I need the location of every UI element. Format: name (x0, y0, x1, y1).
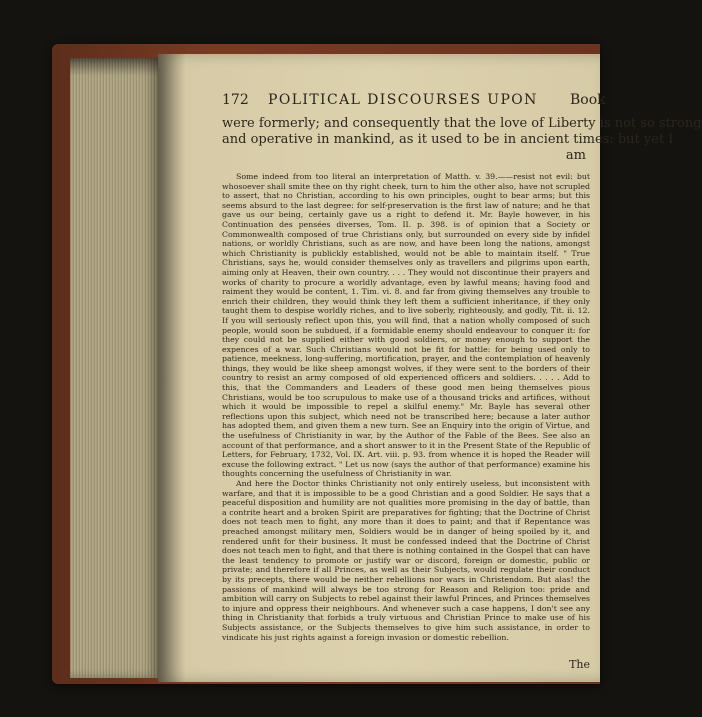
footnote (222, 172, 590, 642)
page-header (222, 92, 606, 114)
main-text-line-3: am (565, 148, 586, 163)
footnote-paragraph-1: Some indeed from too literal an interpretation of Matth. v. 39.——resist not evil: but whosoever shall smite thee on thy right cheek, turn to him the other also, have not scrupled to assert, that no Christian, according to his own principles, ought to bear arms; but this seems absurd to the last degree: for self-preservation is the first law of nature; and he that gave us our being, certainly gave us a right to defend it. Mr. Bayle however, in his Continuation des pensées diverses, Tom. II. p. 398. is of opinion that a Society or Commonwealth composed of true Christians only, but surrounded on every side by infidel nations, or worldly Christians, such as are now, and have been long the nations, amongst which Christianity is publickly established, would not be able to maintain itself. " True Christians, says he, would consider themselves only as travellers and pilgrims upon earth, aiming only at Heaven, their own country. . . . They would not discontinue their prayers and works of charity to procure a worldly advantage, even by lawful means; having food and raiment they would be content, 1. Tim. vi. 8. and far from giving themselves any trouble to enrich their children, they would think they left them a sufficient inheritance, if they only taught them to despise worldly riches, and to live soberly, righteously, and godly, Tit. ii. 12. If you will seriously reflect upon this, you will find, that a nation wholly composed of such people, would soon be subdued, if a formidable enemy should endeavour to conquer it: for they could not be supplied either with good soldiers, or money enough to support the expences of a war. Such Christians would not be fit for battle: for being used only to patience, meekness, long-suffering, mortification, prayer, and the contemplation of heavenly things, they would be like sheep amongst wolves, if they were sent to the borders of their country to resist an army composed of old experienced officers and soldiers. . . . . Add to this, that the Commanders and Leaders of these good men being themselves pious Christians, would be too scrupulous to make use of a thousand tricks and artifices, without which it would be impossible to repel a skilful enemy." Mr. Bayle has several other reflections upon this subject, which need not be transcribed here; because a later author has adopted them, and given them a new turn. See an Enquiry into the origin of Virtue, and the usefulness of Christianity in war, by the Author of the Fable of the Bees. See also an account of that performance, and a short answer to it in the Present State of the Republic of Letters, for February, 1732, Vol. IX. Art. viii. p. 93. from whence it is hoped the Reader will excuse the following extract. " Let us now (says the author of that performance) examine his thoughts concerning the usefulness of Christianity in war. (222, 172, 590, 479)
book-page (158, 54, 702, 682)
main-text-line-1: were formerly; and consequently that the love of Liberty is not so strong (222, 116, 702, 131)
page-edges-shadow (70, 58, 158, 76)
text-block (222, 116, 702, 642)
running-title: POLITICAL DISCOURSES UPON (268, 92, 538, 108)
footnote-paragraph-2: And here the Doctor thinks Christianity not only entirely useless, but inconsistent with warfare, and that it is impossible to be a good Christian and a good Soldier. He says that a peaceful disposition and humility are not qualities more promising in the day of battle, than a contrite heart and a broken Spirit are preparatives for fighting; that the Doctrine of Christ does not teach men to fight, any more than it does to paint; and that if Repentance was preached amongst military men, Soldiers would be in danger of being spoiled by it, and rendered unfit for their business. It must be confessed indeed that the Doctrine of Christ does not teach men to fight, and that there is nothing contained in the Gospel that can have the least tendency to promote or justify war or discord, foreign or domestic, public or private; and therefore if all Princes, as well as their Subjects, would regulate their conduct by its precepts, there would be neither rebellions nor wars in Christendom. But alas! the passions of mankind will always be too strong for Reason and Religion too: pride and ambition will carry on Subjects to rebel against their lawful Princes, and Princes themselves to injure and oppress their neighbours. And whenever such a case happens, I don't see any thing in Christianity that forbids a truly virtuous and Christian Prince to make use of his Subjects assistance, or the Subjects themselves to give him such assistance, in order to vindicate his just rights against a foreign invasion or domestic rebellion. (222, 479, 590, 642)
page-edges (70, 58, 158, 678)
gutter-shadow (158, 54, 186, 682)
catchword: The (569, 658, 590, 671)
page-number: 172 (222, 92, 249, 108)
book-label: Book (570, 92, 606, 108)
main-text-line-2: and operative in mankind, as it used to be in ancient times: but yet I (222, 132, 674, 147)
